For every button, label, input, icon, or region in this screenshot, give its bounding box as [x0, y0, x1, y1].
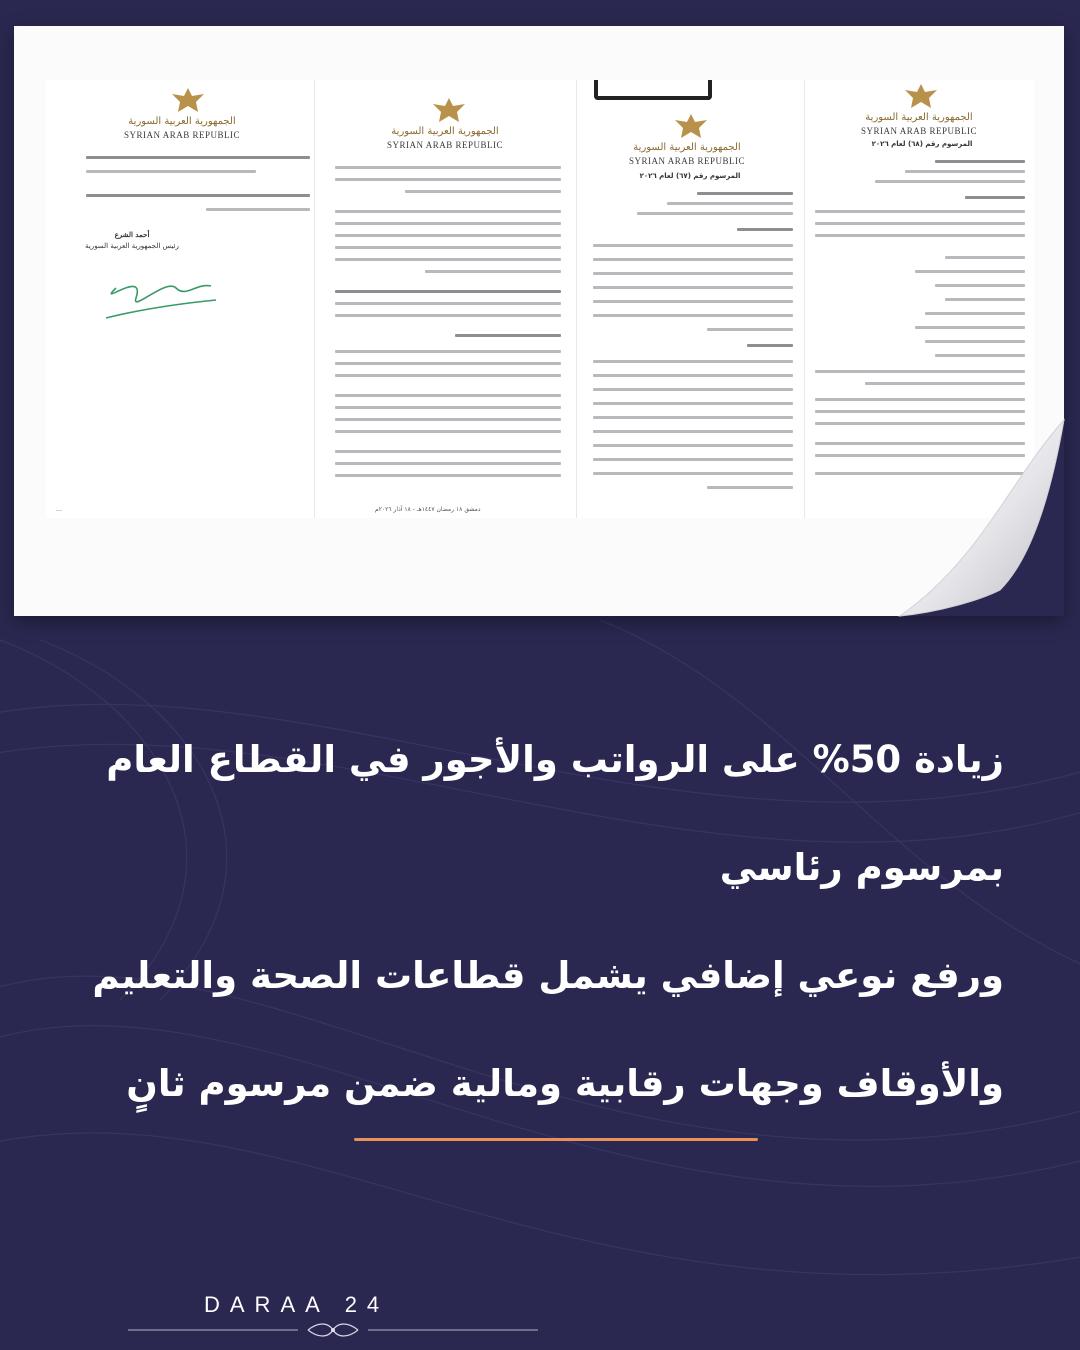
- headline-line-4: والأوقاف وجهات رقابية ومالية ضمن مرسوم ثانٍ: [126, 1062, 1004, 1105]
- decree-68-number: المرسوم رقم (٦٨) لعام ٢٠٢٦: [871, 140, 973, 148]
- decree-page-signature: الجمهورية العربية السورية SYRIAN ARAB REPUBLIC أحمد الشرع رئيس الجمهورية العربية السورية …: [46, 80, 314, 518]
- republic-name-en: SYRIAN ARAB REPUBLIC: [628, 156, 746, 166]
- accent-divider: [354, 1138, 758, 1141]
- republic-name-ar: الجمهورية العربية السورية: [865, 112, 973, 123]
- decree-67-page: [576, 80, 805, 518]
- republic-name-en: SYRIAN ARAB REPUBLIC: [386, 140, 504, 150]
- syrian-eagle-emblem-icon: [168, 84, 208, 116]
- syrian-eagle-emblem-icon: [671, 110, 711, 142]
- headline-line-3: ورفع نوعي إضافي يشمل قطاعات الصحة والتعليم: [92, 954, 1004, 997]
- decree-68-page: [804, 80, 1034, 518]
- republic-name-ar: الجمهورية العربية السورية: [391, 126, 499, 137]
- republic-name-en: SYRIAN ARAB REPUBLIC: [123, 130, 241, 140]
- republic-name-en: SYRIAN ARAB REPUBLIC: [860, 126, 978, 136]
- decree-documents: [46, 80, 1034, 518]
- signatory-title: رئيس الجمهورية العربية السورية: [85, 242, 179, 250]
- decree-67-number: المرسوم رقم (٦٧) لعام ٢٠٢٦: [639, 172, 741, 180]
- decree-paper-sheet: [14, 26, 1064, 616]
- headline-line-1: زيادة 50% على الرواتب والأجور في القطاع العام: [106, 738, 1004, 781]
- headline-line-2: بمرسوم رئاسي: [719, 846, 1004, 889]
- brand-logo-text: DARAA 24: [204, 1292, 390, 1317]
- republic-name-ar: الجمهورية العربية السورية: [128, 116, 236, 127]
- republic-name-ar: الجمهورية العربية السورية: [633, 142, 741, 153]
- ornament-divider-icon: [128, 1322, 538, 1338]
- syrian-eagle-emblem-icon: [429, 94, 469, 126]
- decree-date: دمشق ١٨ رمضان ١٤٤٧هـ - ١٨ آذار ٢٠٢٦م: [375, 506, 481, 513]
- binder-clip: [594, 80, 712, 100]
- decree-page-3: [314, 80, 577, 518]
- headline: [44, 706, 1004, 1138]
- signature-mark: [86, 258, 226, 328]
- signatory-name: أحمد الشرع: [114, 230, 150, 239]
- syrian-eagle-emblem-icon: [901, 80, 941, 112]
